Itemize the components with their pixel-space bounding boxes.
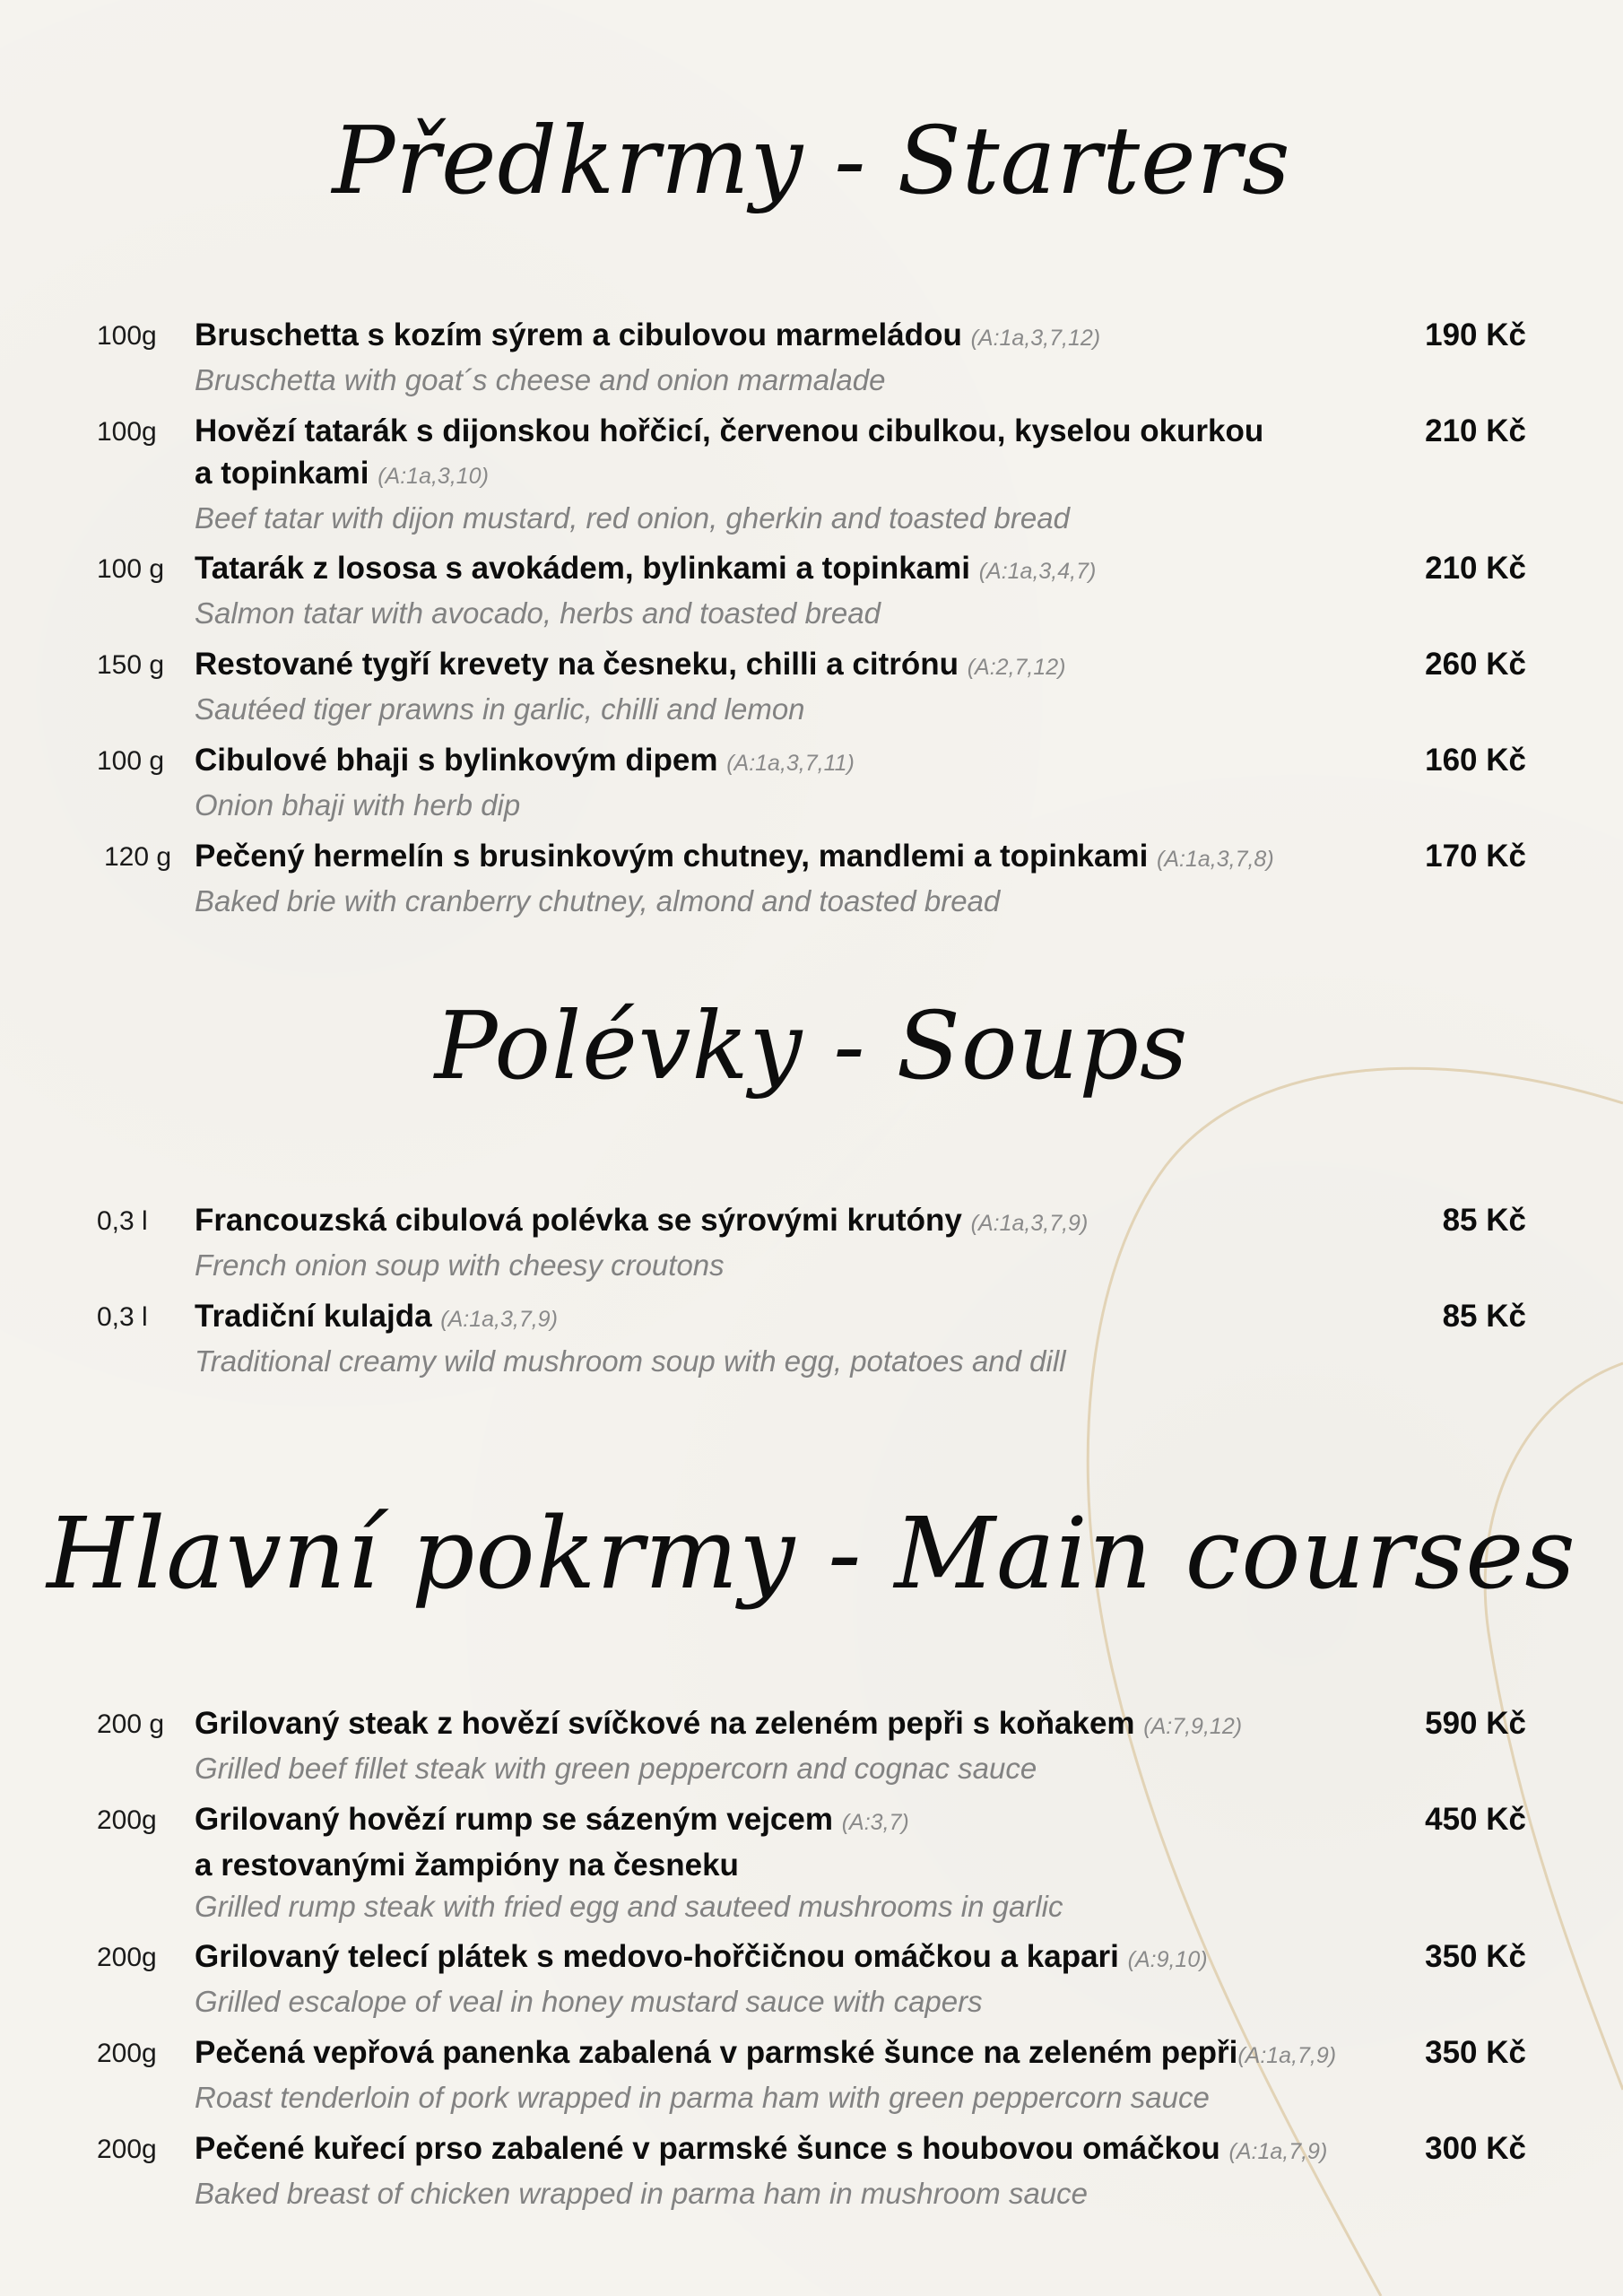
- item-name-cz: Hovězí tatarák s dijonskou hořčicí, červenou cibulkou, kyselou okurkou: [195, 413, 1264, 448]
- item-allergens: (A:1a,3,7,12): [970, 326, 1101, 351]
- item-name-block: [195, 1935, 1351, 2022]
- section-title-main-courses: Hlavní pokrmy - Main courses: [47, 1496, 1576, 1611]
- item-allergens: (A:1a,3,10): [378, 464, 489, 489]
- item-name-block: [195, 2031, 1351, 2118]
- item-weight: 200 g: [97, 1709, 165, 1739]
- item-weight: 200g: [97, 2135, 157, 2164]
- item-name-block: [195, 1702, 1351, 1789]
- item-name-cz: Grilovaný hovězí rump se sázeným vejcem: [195, 1802, 833, 1837]
- item-name-cz: Grilovaný telecí plátek s medovo-hořčičnou omáčkou a kapari: [195, 1939, 1119, 1974]
- item-name-block: [195, 314, 1351, 401]
- item-weight: 100g: [97, 417, 157, 447]
- item-weight: 100 g: [97, 746, 165, 776]
- item-name-en: Sautéed tiger prawns in garlic, chilli and lemon: [195, 692, 805, 726]
- item-name-en: French onion soup with cheesy croutons: [195, 1248, 725, 1282]
- item-allergens: (A:1a,3,4,7): [978, 559, 1097, 584]
- item-name-block: [195, 547, 1351, 634]
- item-name-cz: Pečená vepřová panenka zabalená v parmské šunce na zeleném pepři: [195, 2035, 1238, 2070]
- item-allergens: (A:1a,7,9): [1228, 2139, 1328, 2164]
- item-name-block: [195, 2127, 1351, 2214]
- item-name-block: [195, 643, 1351, 730]
- section-title-starters: Předkrmy - Starters: [332, 106, 1291, 215]
- item-name-cz: Restované tygří krevety na česneku, chilli a citrónu: [195, 647, 959, 682]
- item-name-block: [195, 410, 1351, 539]
- item-name-cz: Pečený hermelín s brusinkovým chutney, mandlemi a topinkami: [195, 839, 1149, 874]
- item-weight: 100g: [97, 321, 157, 351]
- item-name-cz: Francouzská cibulová polévka se sýrovými krutóny: [195, 1203, 962, 1238]
- item-name-en: Salmon tatar with avocado, herbs and toasted bread: [195, 596, 881, 630]
- item-name-cz: Tatarák z lososa s avokádem, bylinkami a topinkami: [195, 551, 970, 586]
- item-name-cz: Bruschetta s kozím sýrem a cibulovou marmeládou: [195, 317, 962, 352]
- item-price: 85 Kč: [1442, 1203, 1526, 1238]
- item-allergens: (A:1a,3,7,9): [440, 1307, 558, 1332]
- item-name-en: Grilled beef fillet steak with green peppercorn and cognac sauce: [195, 1752, 1037, 1785]
- item-price: 590 Kč: [1425, 1706, 1526, 1741]
- item-name-en: Beef tatar with dijon mustard, red onion, gherkin and toasted bread: [195, 501, 1070, 535]
- item-name-block: [195, 739, 1351, 826]
- item-price: 450 Kč: [1425, 1802, 1526, 1837]
- item-weight: 150 g: [97, 650, 165, 680]
- item-weight: 0,3 l: [97, 1206, 148, 1236]
- item-name-en: Onion bhaji with herb dip: [195, 788, 521, 822]
- item-name-block: [195, 1798, 1351, 1927]
- item-price: 85 Kč: [1442, 1299, 1526, 1334]
- item-name-cz: Tradiční kulajda: [195, 1299, 432, 1334]
- item-name-en: Grilled escalope of veal in honey mustard sauce with capers: [195, 1985, 983, 2018]
- item-allergens: (A:2,7,12): [967, 655, 1066, 680]
- item-price: 160 Kč: [1425, 743, 1526, 778]
- item-name-cz: Grilovaný steak z hovězí svíčkové na zeleném pepři s koňakem: [195, 1706, 1135, 1741]
- item-weight: 100 g: [97, 554, 165, 584]
- item-name-en: Baked breast of chicken wrapped in parma ham in mushroom sauce: [195, 2177, 1089, 2210]
- item-name-cz-line2: a restovanými žampióny na česneku: [195, 1848, 739, 1883]
- item-price: 300 Kč: [1425, 2131, 1526, 2166]
- item-name-block: [195, 1295, 1351, 1382]
- item-allergens: (A:1a,3,7,9): [970, 1211, 1089, 1236]
- item-price: 190 Kč: [1425, 317, 1526, 352]
- item-price: 350 Kč: [1425, 2035, 1526, 2070]
- item-name-block: [195, 835, 1351, 922]
- item-price: 210 Kč: [1425, 551, 1526, 586]
- item-allergens: (A:7,9,12): [1143, 1714, 1243, 1739]
- item-price: 170 Kč: [1425, 839, 1526, 874]
- item-name-en: Traditional creamy wild mushroom soup with egg, potatoes and dill: [195, 1344, 1066, 1378]
- item-name-en: Baked brie with cranberry chutney, almond and toasted bread: [195, 884, 1001, 918]
- item-weight: 120 g: [104, 842, 172, 872]
- item-name-block: [195, 1199, 1351, 1286]
- item-price: 350 Kč: [1425, 1939, 1526, 1974]
- section-title-soups: Polévky - Soups: [434, 991, 1189, 1100]
- item-allergens: (A:1a,3,7,8): [1157, 847, 1274, 872]
- item-allergens: (A:3,7): [841, 1810, 909, 1835]
- item-name-cz: Pečené kuřecí prso zabalené v parmské šunce s houbovou omáčkou: [195, 2131, 1220, 2166]
- item-weight: 200g: [97, 2039, 157, 2068]
- item-weight: 0,3 l: [97, 1302, 148, 1332]
- item-name-en: Bruschetta with goat´s cheese and onion marmalade: [195, 363, 886, 396]
- item-name-cz-line2: a topinkami: [195, 456, 369, 491]
- item-name-en: Grilled rump steak with fried egg and sauteed mushrooms in garlic: [195, 1890, 1063, 1923]
- item-price: 210 Kč: [1425, 413, 1526, 448]
- item-weight: 200g: [97, 1943, 157, 1972]
- item-name-en: Roast tenderloin of pork wrapped in parma ham with green peppercorn sauce: [195, 2081, 1210, 2114]
- item-allergens: (A:1a,3,7,11): [726, 751, 855, 776]
- item-allergens: (A:1a,7,9): [1237, 2043, 1337, 2068]
- item-price: 260 Kč: [1425, 647, 1526, 682]
- item-weight: 200g: [97, 1805, 157, 1835]
- item-allergens: (A:9,10): [1127, 1947, 1208, 1972]
- item-name-cz: Cibulové bhaji s bylinkovým dipem: [195, 743, 718, 778]
